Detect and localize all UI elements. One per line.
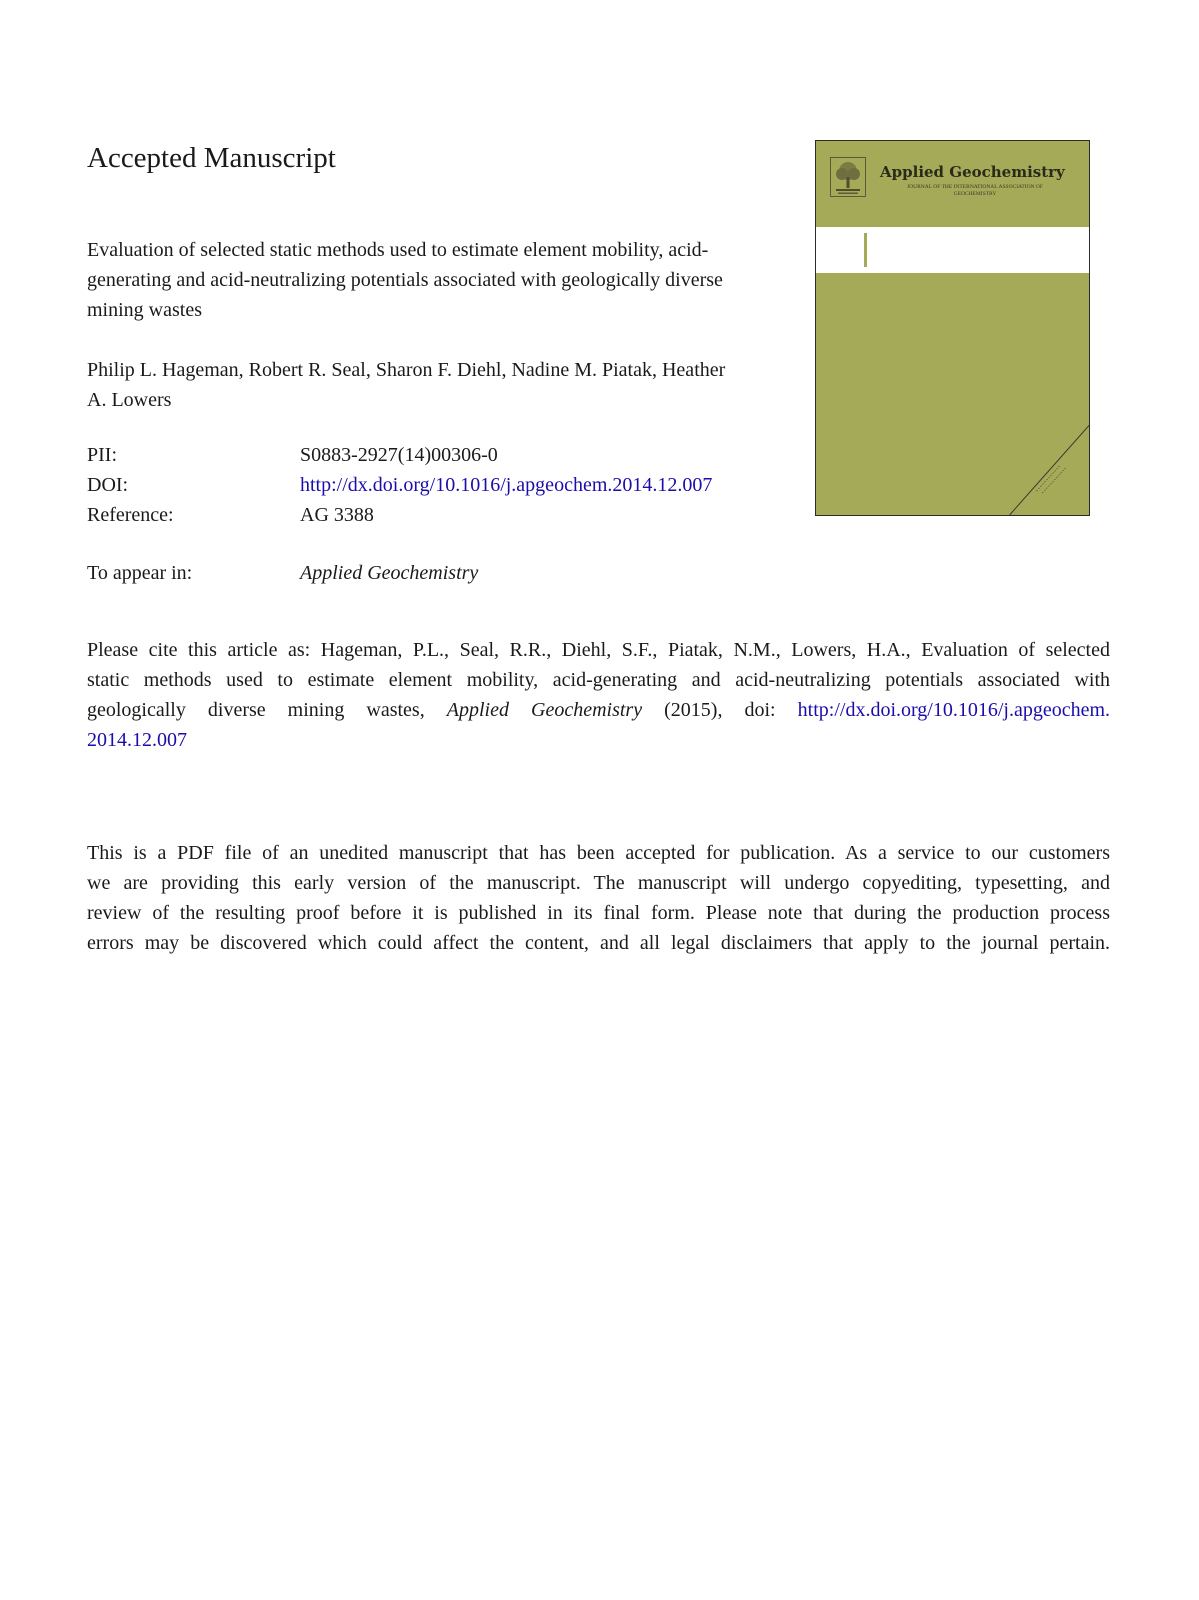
citation-text: geologically diverse mining wastes, [87, 699, 425, 721]
citation-line: Please cite this article as: Hageman, P.L., Seal, R.R., Diehl, S.F., Piatak, N.M., Lowers, H.A., Evaluation of selected [87, 639, 1110, 661]
article-authors [87, 355, 807, 415]
doi-label: DOI: [87, 474, 129, 496]
authors-line: Philip L. Hageman, Robert R. Seal, Sharon F. Diehl, Nadine M. Piatak, Heather [87, 359, 726, 381]
citation-doi-link-continued[interactable]: 2014.12.007 [87, 729, 187, 751]
citation-paragraph [87, 635, 1110, 755]
cover-diagonal-line [816, 141, 1089, 515]
reference-value: AG 3388 [300, 504, 374, 526]
citation-journal: Applied Geochemistry [446, 699, 643, 721]
citation-line [87, 695, 1110, 725]
cover-subtitle-line: GEOCHEMISTRY [953, 191, 997, 197]
title-line: Evaluation of selected static methods used to estimate element mobility, acid- [87, 239, 709, 261]
citation-text: (2015), doi: [664, 699, 776, 721]
journal-cover-image [815, 140, 1090, 516]
title-line: generating and acid-neutralizing potentials associated with geologically diverse [87, 269, 723, 291]
appear-label: To appear in: [87, 562, 193, 584]
appear-journal: Applied Geochemistry [300, 562, 479, 584]
article-title [87, 235, 807, 325]
notice-line: errors may be discovered which could affect the content, and all legal disclaimers that apply to the journal pertain. [87, 932, 1110, 954]
notice-line: review of the resulting proof before it is published in its final form. Please note that during the production process [87, 902, 1110, 924]
pii-label: PII: [87, 444, 117, 466]
notice-line: we are providing this early version of the manuscript. The manuscript will undergo copyediting, typesetting, and [87, 872, 1110, 894]
authors-line: A. Lowers [87, 389, 172, 411]
page-heading: Accepted Manuscript [87, 142, 336, 174]
citation-doi-link[interactable]: http://dx.doi.org/10.1016/j.apgeochem. [797, 699, 1111, 721]
citation-line [87, 725, 1110, 755]
cover-journal-name: Applied Geochemistry [880, 163, 1065, 181]
citation-line: static methods used to estimate element mobility, acid-generating and acid-neutralizing potentials associated with [87, 669, 1110, 691]
manuscript-notice [87, 838, 1110, 958]
notice-line: This is a PDF file of an unedited manuscript that has been accepted for publication. As a service to our customers [87, 842, 1110, 864]
doi-link[interactable]: http://dx.doi.org/10.1016/j.apgeochem.2014.12.007 [300, 474, 713, 496]
title-line: mining wastes [87, 299, 202, 321]
pii-value: S0883-2927(14)00306-0 [300, 444, 498, 466]
reference-label: Reference: [87, 504, 174, 526]
cover-subtitle-line: JOURNAL OF THE INTERNATIONAL ASSOCIATION OF [907, 184, 1043, 190]
